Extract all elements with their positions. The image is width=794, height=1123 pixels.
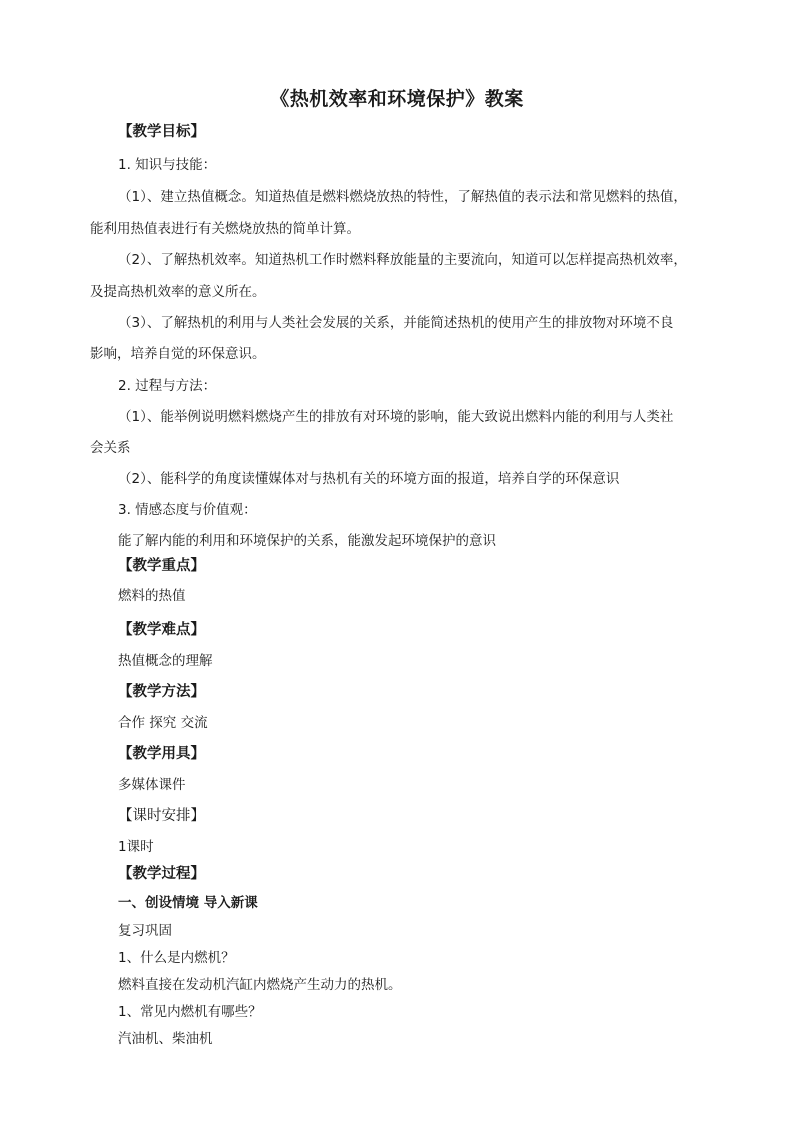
section-heading-schedule: 【课时安排】	[118, 808, 205, 824]
paragraph-line: （1）、建立热值概念。知道热值是燃料燃烧放热的特性，了解热值的表示法和常见燃料的热值，	[118, 189, 687, 205]
section-heading-teaching-process: 【教学过程】	[118, 866, 205, 882]
paragraph-line: 能了解内能的利用和环境保护的关系，能激发起环境保护的意识	[118, 533, 496, 549]
paragraph-line: 燃料直接在发动机汽缸内燃烧产生动力的热机。	[118, 977, 402, 993]
subheading-introduction: 一、创设情境 导入新课	[118, 895, 258, 911]
paragraph-line: （1）、能举例说明燃料燃烧产生的排放有对环境的影响，能大致说出燃料内能的利用与人类社	[118, 409, 674, 425]
paragraph-line: 1课时	[118, 839, 154, 855]
subheading-emotion-values: 3. 情感态度与价值观：	[118, 502, 257, 518]
section-heading-methods: 【教学方法】	[118, 684, 205, 700]
section-heading-teaching-tools: 【教学用具】	[118, 746, 205, 762]
paragraph-line: 合作 探究 交流	[118, 715, 208, 731]
paragraph-line: 复习巩固	[118, 923, 172, 939]
paragraph-line: 汽油机、柴油机	[118, 1031, 213, 1047]
paragraph-line: 热值概念的理解	[118, 653, 213, 669]
paragraph-line: （2）、能科学的角度读懂媒体对与热机有关的环境方面的报道，培养自学的环保意识	[118, 471, 620, 487]
paragraph-line: 燃料的热值	[118, 588, 186, 604]
section-heading-difficulties: 【教学难点】	[118, 622, 205, 638]
paragraph-line: 1、什么是内燃机？	[118, 950, 235, 966]
paragraph-line: （3）、了解热机的利用与人类社会发展的关系，并能简述热机的使用产生的排放物对环境不良	[118, 315, 674, 331]
paragraph-line: （2）、了解热机效率。知道热机工作时燃料释放能量的主要流向，知道可以怎样提高热机效率，	[118, 252, 687, 268]
paragraph-line: 影响，培养自觉的环保意识。	[90, 346, 266, 362]
paragraph-line: 能利用热值表进行有关燃烧放热的简单计算。	[90, 221, 360, 237]
paragraph-line: 及提高热机效率的意义所在。	[90, 284, 266, 300]
section-heading-key-points: 【教学重点】	[118, 558, 205, 574]
paragraph-line: 多媒体课件	[118, 777, 186, 793]
paragraph-line: 会关系	[90, 440, 131, 456]
document-title: 《热机效率和环境保护》教案	[270, 88, 524, 110]
subheading-knowledge-skills: 1. 知识与技能：	[118, 157, 217, 173]
section-heading-teaching-objectives: 【教学目标】	[118, 124, 205, 140]
subheading-process-methods: 2. 过程与方法：	[118, 378, 217, 394]
paragraph-line: 1、常见内燃机有哪些？	[118, 1004, 262, 1020]
